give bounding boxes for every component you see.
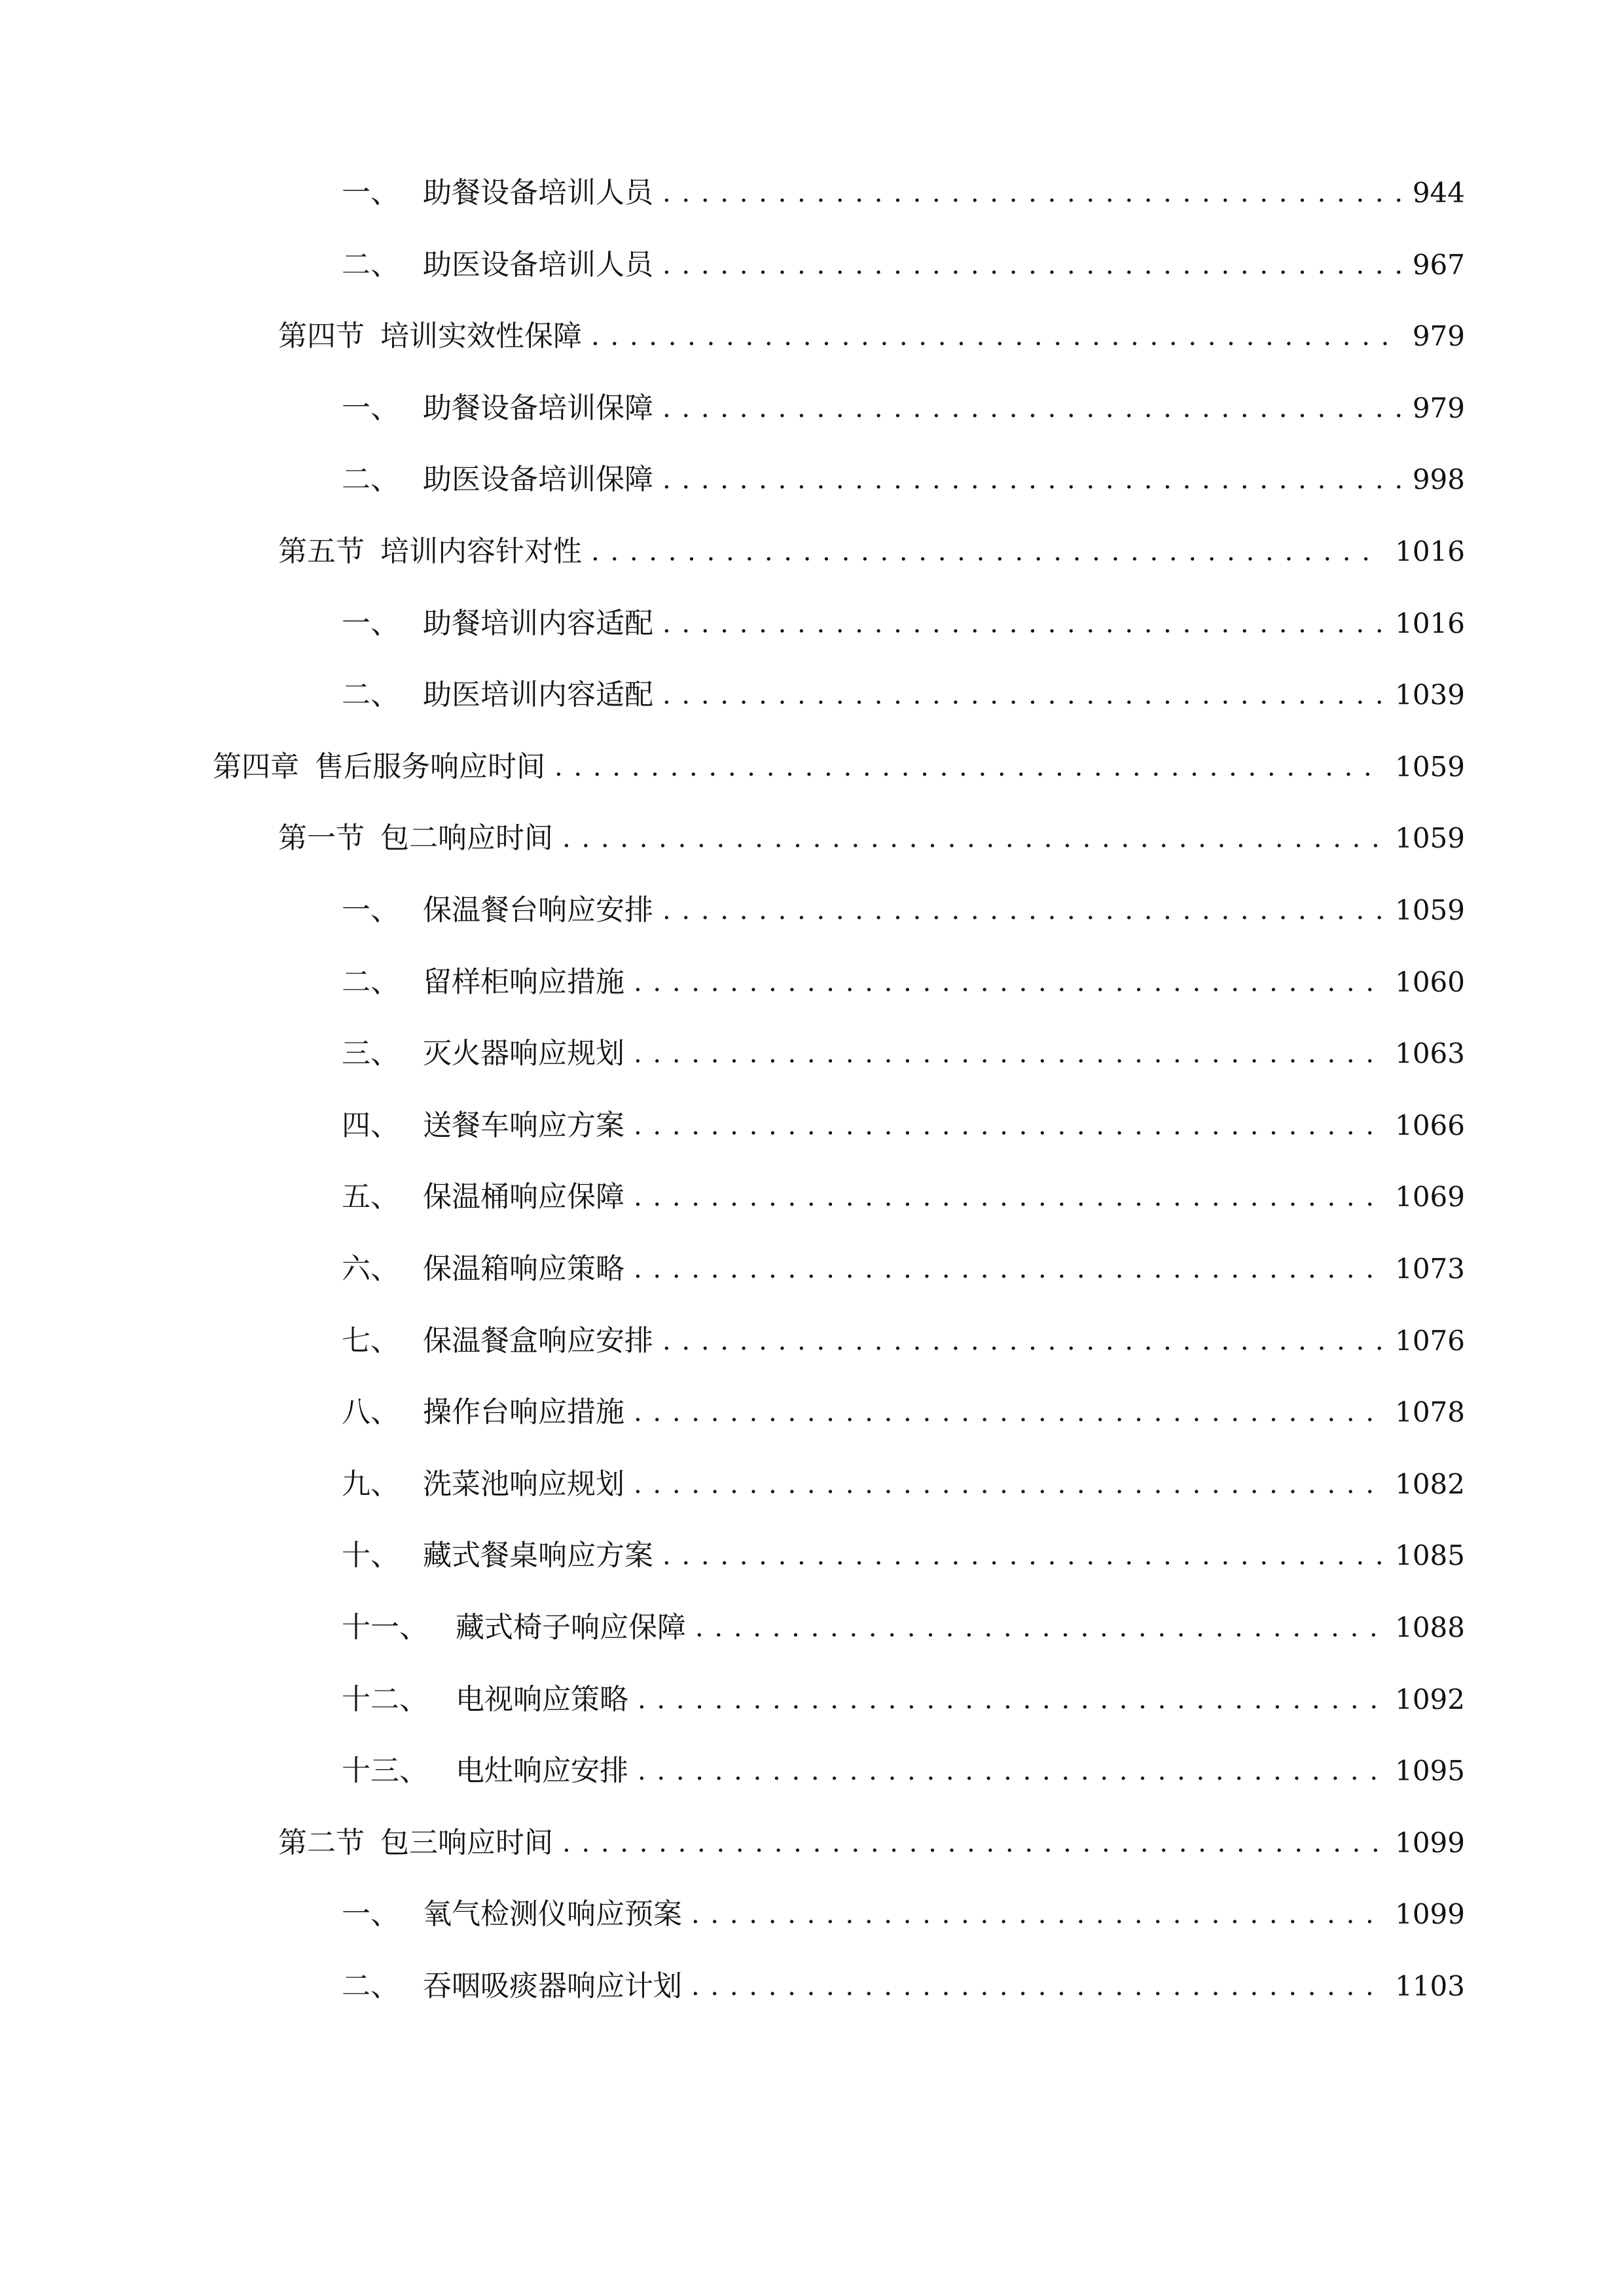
toc-entry-page-number: 1059	[1395, 751, 1465, 783]
toc-entry-page-number: 1078	[1395, 1396, 1465, 1428]
toc-entry-page-number: 944	[1412, 177, 1465, 209]
toc-entry-page-number: 1088	[1395, 1611, 1465, 1643]
toc-entry[interactable]	[342, 1674, 1465, 1726]
toc-entry-title: 助医培训内容适配	[423, 678, 653, 711]
dot-leader	[662, 1315, 1383, 1367]
toc-entry-title: 送餐车响应方案	[423, 1109, 624, 1142]
toc-entry-page-number: 1016	[1395, 607, 1465, 639]
toc-entry-page-number: 1060	[1395, 966, 1465, 998]
toc-entry-page-number: 1085	[1395, 1539, 1465, 1571]
toc-entry-page-number: 998	[1412, 463, 1465, 495]
toc-entry-title: 藏式餐桌响应方案	[423, 1539, 653, 1572]
toc-entry-number: 六、	[342, 1252, 399, 1285]
toc-entry-page-number: 1099	[1395, 1827, 1465, 1859]
toc-entry-title: 氧气检测仪响应预案	[423, 1897, 682, 1931]
toc-entry[interactable]	[342, 1602, 1465, 1654]
toc-entry[interactable]	[213, 741, 1465, 793]
dot-leader	[662, 239, 1401, 291]
dot-leader	[662, 1530, 1383, 1582]
toc-entry[interactable]	[278, 812, 1465, 865]
dot-leader	[662, 382, 1401, 435]
toc-entry-page-number: 1103	[1395, 1970, 1465, 2002]
toc-entry[interactable]	[278, 526, 1465, 578]
toc-entry-number: 二、	[342, 678, 399, 711]
toc-entry-title: 助医设备培训人员	[423, 248, 653, 281]
toc-entry-number: 第四节	[278, 319, 365, 353]
toc-entry-title: 助餐设备培训人员	[423, 176, 653, 209]
toc-entry[interactable]	[342, 884, 1465, 937]
toc-entry-page-number: 1059	[1395, 894, 1465, 926]
toc-entry-number: 第一节	[278, 821, 365, 855]
toc-entry-number: 第五节	[278, 535, 365, 568]
toc-entry-number: 十三、	[342, 1754, 428, 1787]
toc-entry[interactable]	[342, 1458, 1465, 1511]
toc-entry-number: 一、	[342, 893, 399, 927]
toc-entry[interactable]	[342, 669, 1465, 721]
toc-entry-page-number: 1092	[1395, 1683, 1465, 1715]
toc-entry-title: 培训实效性保障	[380, 319, 582, 353]
toc-entry[interactable]	[342, 1960, 1465, 2013]
dot-leader	[634, 1458, 1383, 1511]
toc-entry-page-number: 1066	[1395, 1109, 1465, 1141]
toc-entry[interactable]	[342, 956, 1465, 1009]
toc-entry-number: 二、	[342, 463, 399, 496]
toc-entry[interactable]	[342, 1888, 1465, 1941]
toc-entry-title: 洗菜池响应规划	[423, 1467, 624, 1501]
dot-leader	[591, 526, 1383, 578]
toc-entry[interactable]	[278, 1817, 1465, 1869]
toc-entry[interactable]	[342, 1243, 1465, 1295]
dot-leader	[638, 1745, 1383, 1797]
toc-entry-number: 一、	[342, 607, 399, 640]
toc-entry-number: 十二、	[342, 1683, 428, 1716]
dot-leader	[662, 598, 1383, 650]
toc-entry-title: 电视响应策略	[456, 1683, 628, 1716]
toc-entry-number: 九、	[342, 1467, 399, 1501]
dot-leader	[562, 1817, 1383, 1869]
dot-leader	[691, 1888, 1383, 1941]
toc-entry-page-number: 967	[1412, 249, 1465, 281]
toc-entry-title: 留样柜响应措施	[423, 965, 624, 999]
toc-entry-title: 保温箱响应策略	[423, 1252, 624, 1285]
toc-entry[interactable]	[342, 454, 1465, 506]
toc-entry-title: 保温餐台响应安排	[423, 893, 653, 927]
dot-leader	[634, 1243, 1383, 1295]
toc-entry-title: 助医设备培训保障	[423, 463, 653, 496]
dot-leader	[662, 454, 1401, 506]
toc-entry-number: 二、	[342, 965, 399, 999]
toc-entry-title: 助餐培训内容适配	[423, 607, 653, 640]
toc-entry-page-number: 1039	[1395, 679, 1465, 711]
toc-entry-page-number: 1099	[1395, 1898, 1465, 1930]
toc-entry-title: 助餐设备培训保障	[423, 391, 653, 425]
toc-entry-number: 一、	[342, 176, 399, 209]
toc-entry-title: 吞咽吸痰器响应计划	[423, 1969, 682, 2003]
toc-entry-page-number: 1063	[1395, 1037, 1465, 1069]
toc-entry-number: 二、	[342, 1969, 399, 2003]
toc-entry[interactable]	[342, 1315, 1465, 1367]
toc-entry-page-number: 1069	[1395, 1181, 1465, 1213]
dot-leader	[634, 956, 1383, 1009]
toc-entry-page-number: 1082	[1395, 1468, 1465, 1500]
toc-entry-title: 电灶响应安排	[456, 1754, 628, 1787]
dot-leader	[634, 1028, 1383, 1080]
toc-entry-number: 十、	[342, 1539, 399, 1572]
dot-leader	[634, 1100, 1383, 1152]
toc-entry-page-number: 1076	[1395, 1325, 1465, 1357]
toc-entry[interactable]	[342, 1386, 1465, 1439]
dot-leader	[662, 884, 1383, 937]
toc-entry-number: 第四章	[213, 750, 299, 783]
toc-entry-title: 包二响应时间	[380, 821, 553, 855]
toc-entry-title: 保温餐盒响应安排	[423, 1324, 653, 1357]
toc-entry[interactable]	[342, 1745, 1465, 1797]
toc-entry-number: 七、	[342, 1324, 399, 1357]
toc-entry-number: 一、	[342, 1897, 399, 1931]
toc-entry-number: 一、	[342, 391, 399, 425]
dot-leader	[634, 1171, 1383, 1223]
toc-entry-page-number: 979	[1412, 392, 1465, 424]
toc-entry-page-number: 979	[1412, 320, 1465, 352]
dot-leader	[662, 167, 1401, 219]
toc-entry-title: 藏式椅子响应保障	[456, 1611, 686, 1644]
toc-entry-number: 三、	[342, 1037, 399, 1070]
toc-entry-page-number: 1073	[1395, 1253, 1465, 1285]
toc-entry-number: 五、	[342, 1180, 399, 1213]
toc-entry[interactable]	[342, 239, 1465, 291]
toc-entry-number: 二、	[342, 248, 399, 281]
toc-entry-page-number: 1095	[1395, 1755, 1465, 1787]
toc-entry-page-number: 1059	[1395, 822, 1465, 854]
toc-entry[interactable]	[342, 1171, 1465, 1223]
toc-entry[interactable]	[342, 1028, 1465, 1080]
toc-entry-title: 售后服务响应时间	[315, 750, 545, 783]
toc-entry-page-number: 1016	[1395, 535, 1465, 567]
toc-entry-title: 灭火器响应规划	[423, 1037, 624, 1070]
dot-leader	[554, 741, 1383, 793]
toc-entry-title: 操作台响应措施	[423, 1395, 624, 1429]
toc-entry[interactable]	[342, 382, 1465, 435]
toc-entry[interactable]	[342, 598, 1465, 650]
toc-entry-number: 八、	[342, 1395, 399, 1429]
toc-entry-number: 十一、	[342, 1611, 428, 1644]
dot-leader	[562, 812, 1383, 865]
dot-leader	[691, 1960, 1383, 2013]
toc-entry[interactable]	[342, 1530, 1465, 1582]
toc-entry[interactable]	[342, 1100, 1465, 1152]
dot-leader	[638, 1674, 1383, 1726]
toc-entry-title: 保温桶响应保障	[423, 1180, 624, 1213]
toc-entry-title: 包三响应时间	[380, 1826, 553, 1859]
toc-entry-number: 四、	[342, 1109, 399, 1142]
toc-entry[interactable]	[342, 167, 1465, 219]
dot-leader	[591, 310, 1401, 363]
dot-leader	[695, 1602, 1383, 1654]
toc-entry-title: 培训内容针对性	[380, 535, 582, 568]
dot-leader	[634, 1386, 1383, 1439]
toc-entry-number: 第二节	[278, 1826, 365, 1859]
toc-entry[interactable]	[278, 310, 1465, 363]
dot-leader	[662, 669, 1383, 721]
